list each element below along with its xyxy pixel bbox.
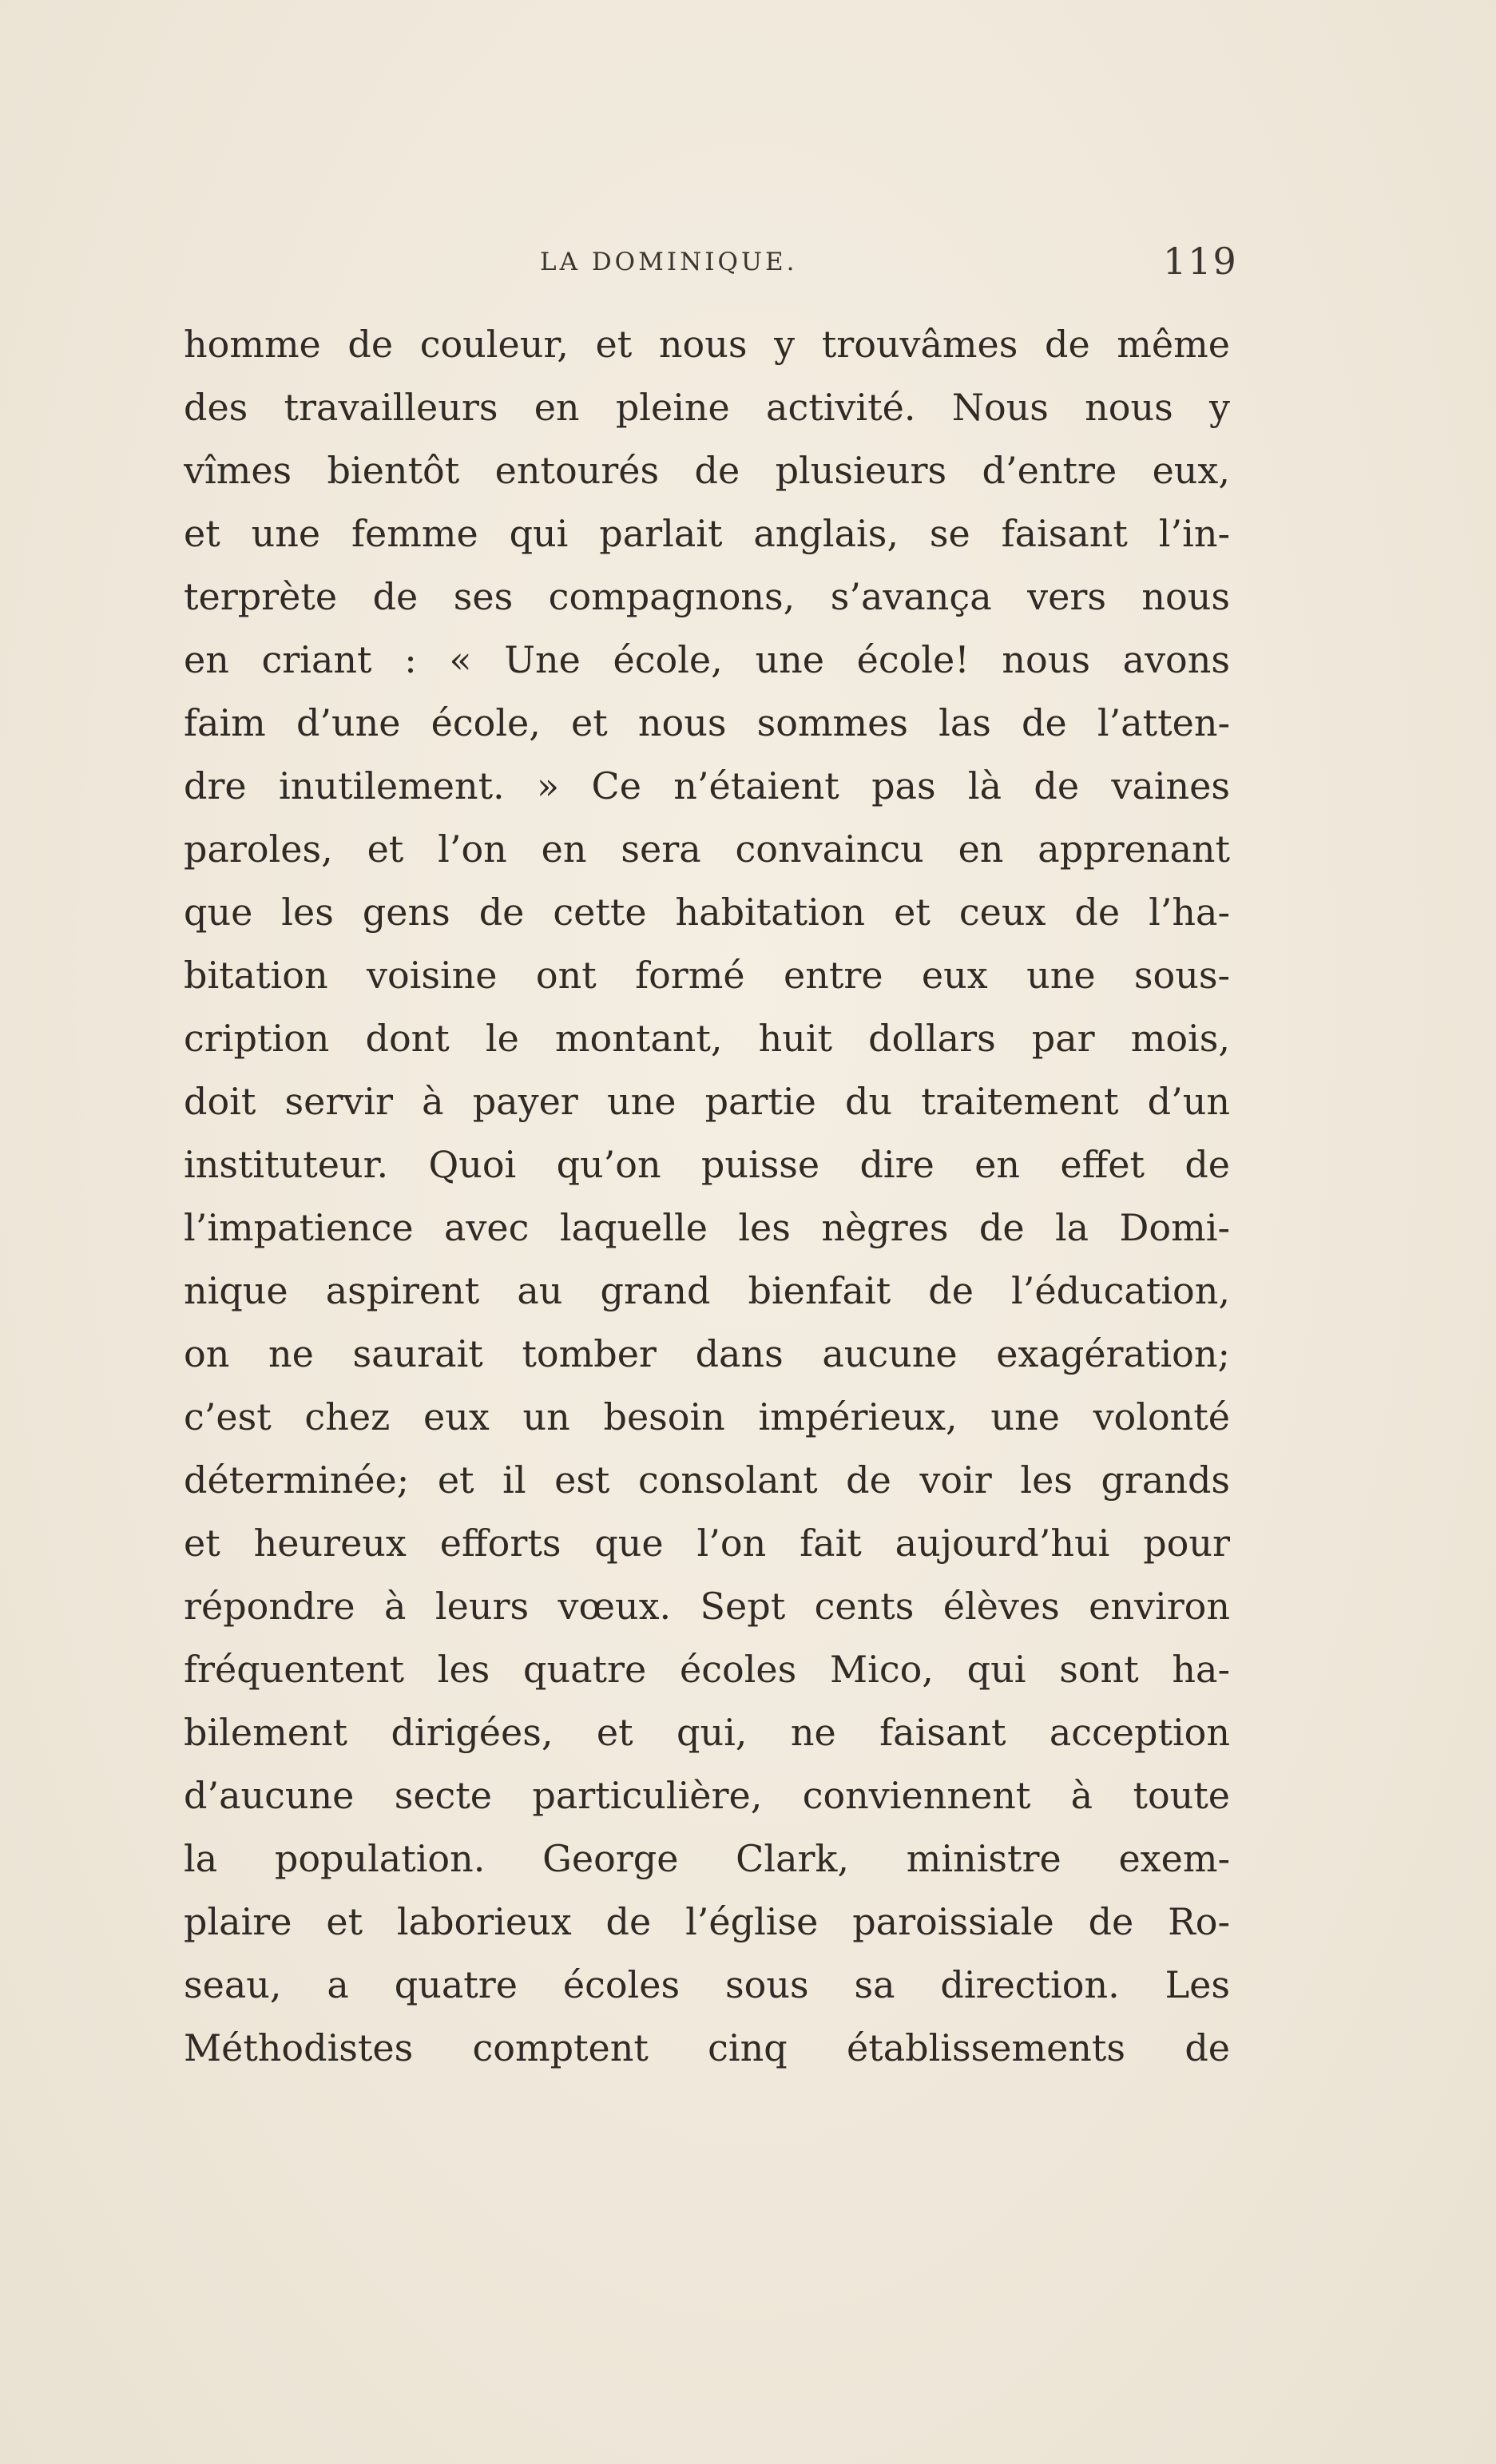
text-line: en criant : « Une école, une école! nous avons — [184, 638, 1230, 681]
text-line: vîmes bientôt entourés de plusieurs d’entre eux, — [184, 449, 1230, 492]
text-line: nique aspirent au grand bienfait de l’éducation, — [184, 1269, 1230, 1312]
text-line: plaire et laborieux de l’église paroissiale de Ro- — [184, 1900, 1230, 1943]
text-line: doit servir à payer une partie du traitement d’un — [184, 1080, 1230, 1123]
text-line: que les gens de cette habitation et ceux de l’ha- — [184, 891, 1230, 934]
text-line: l’impatience avec laquelle les nègres de la Domi- — [184, 1206, 1230, 1249]
running-head — [0, 238, 1496, 286]
text-line: la population. George Clark, ministre exem- — [184, 1837, 1230, 1880]
text-line: fréquentent les quatre écoles Mico, qui sont ha- — [184, 1648, 1230, 1691]
text-line: d’aucune secte particulière, conviennent à toute — [184, 1774, 1230, 1817]
text-line: Méthodistes comptent cinq établissements de — [184, 2026, 1230, 2069]
page-number: 119 — [1163, 240, 1238, 283]
text-line: homme de couleur, et nous y trouvâmes de même — [184, 323, 1230, 366]
text-line: cription dont le montant, huit dollars par mois, — [184, 1017, 1230, 1060]
text-line: et une femme qui parlait anglais, se faisant l’in- — [184, 512, 1230, 555]
text-line: seau, a quatre écoles sous sa direction. Les — [184, 1963, 1230, 2006]
text-line: bitation voisine ont formé entre eux une sous- — [184, 954, 1230, 997]
text-line: faim d’une école, et nous sommes las de l’atten- — [184, 701, 1230, 744]
text-line: terprète de ses compagnons, s’avança vers nous — [184, 575, 1230, 618]
running-title: LA DOMINIQUE. — [540, 248, 798, 276]
text-line: paroles, et l’on en sera convaincu en apprenant — [184, 827, 1230, 871]
text-line: on ne saurait tomber dans aucune exagération; — [184, 1332, 1230, 1375]
text-line: instituteur. Quoi qu’on puisse dire en effet de — [184, 1143, 1230, 1186]
text-line: dre inutilement. » Ce n’étaient pas là de vaines — [184, 764, 1230, 807]
text-line: c’est chez eux un besoin impérieux, une volonté — [184, 1395, 1230, 1438]
text-line: bilement dirigées, et qui, ne faisant acception — [184, 1711, 1230, 1754]
body-text — [184, 313, 1230, 2080]
text-line: et heureux efforts que l’on fait aujourd’hui pour — [184, 1522, 1230, 1565]
text-line: déterminée; et il est consolant de voir les grands — [184, 1458, 1230, 1502]
text-line: répondre à leurs vœux. Sept cents élèves environ — [184, 1585, 1230, 1628]
text-line: des travailleurs en pleine activité. Nous nous y — [184, 386, 1230, 429]
